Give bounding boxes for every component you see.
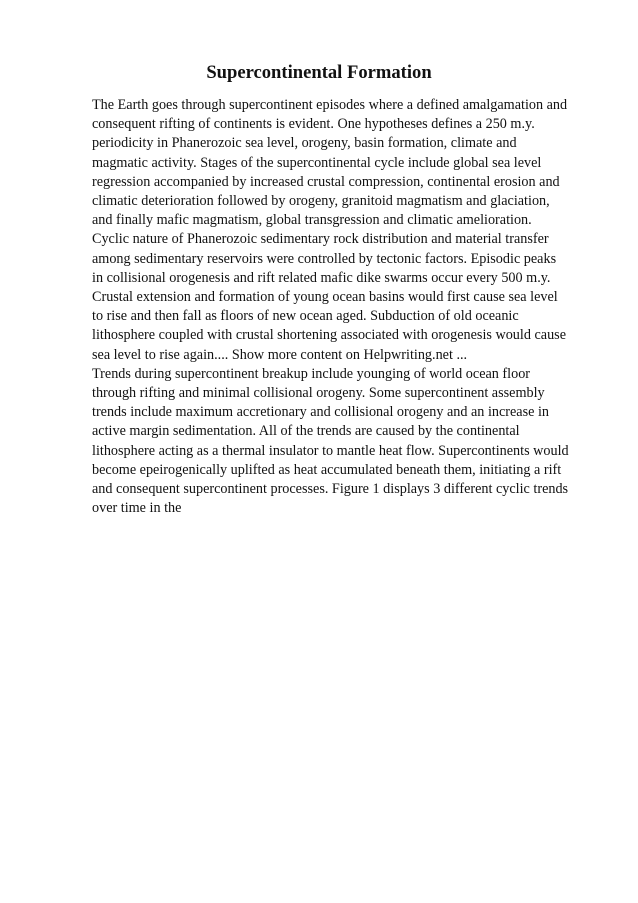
text-line: to rise and then fall as floors of new ocean aged. Subduction of old oceanic [92,308,519,325]
text-line: and finally mafic magmatism, global transgression and climatic amelioration. [92,212,532,229]
text-line: The Earth goes through supercontinent episodes where a defined amalgamation and [92,97,568,113]
text-line: Cyclic nature of Phanerozoic sedimentary rock distribution and material transfer [92,231,549,248]
text-line: consequent rifting of continents is evident. One hypotheses defines a 250 m.y. [92,116,535,133]
text-line: sea level to rise again.... Show more content on Helpwriting.net ... [92,346,468,363]
page-title: Supercontinental Formation [206,62,432,83]
text-line: active margin sedimentation. All of the trends are caused by the continental [92,423,520,440]
text-line: lithosphere coupled with crustal shortening associated with orogenesis would cause [92,327,566,344]
text-line: become epeirogenically uplifted as heat accumulated beneath them, initiating a rift [92,461,562,478]
body-text [92,96,592,518]
text-line: and consequent supercontinent processes. Figure 1 displays 3 different cyclic trends [92,481,569,498]
text-line: in collisional orogenesis and rift related mafic dike swarms occur every 500 m.y. [92,269,551,286]
text-line: lithosphere acting as a thermal insulator to mantle heat flow. Supercontinents would [92,442,569,459]
text-line: periodicity in Phanerozoic sea level, orogeny, basin formation, climate and [92,135,517,152]
text-line: over time in the [92,500,182,517]
text-line: trends include maximum accretionary and collisional orogeny and an increase in [92,404,549,421]
text-line: through rifting and minimal collisional orogeny. Some supercontinent assembly [92,385,545,402]
text-line: regression accompanied by increased crustal compression, continental erosion and [92,173,560,190]
text-line: magmatic activity. Stages of the supercontinental cycle include global sea level [92,154,542,171]
text-line: Crustal extension and formation of young ocean basins would first cause sea level [92,289,558,306]
text-line: Trends during supercontinent breakup include younging of world ocean floor [92,365,531,382]
text-line: climatic deterioration followed by orogeny, granitoid magmatism and glaciation, [92,193,550,210]
text-line: among sedimentary reservoirs were controlled by tectonic factors. Episodic peaks [92,250,557,267]
